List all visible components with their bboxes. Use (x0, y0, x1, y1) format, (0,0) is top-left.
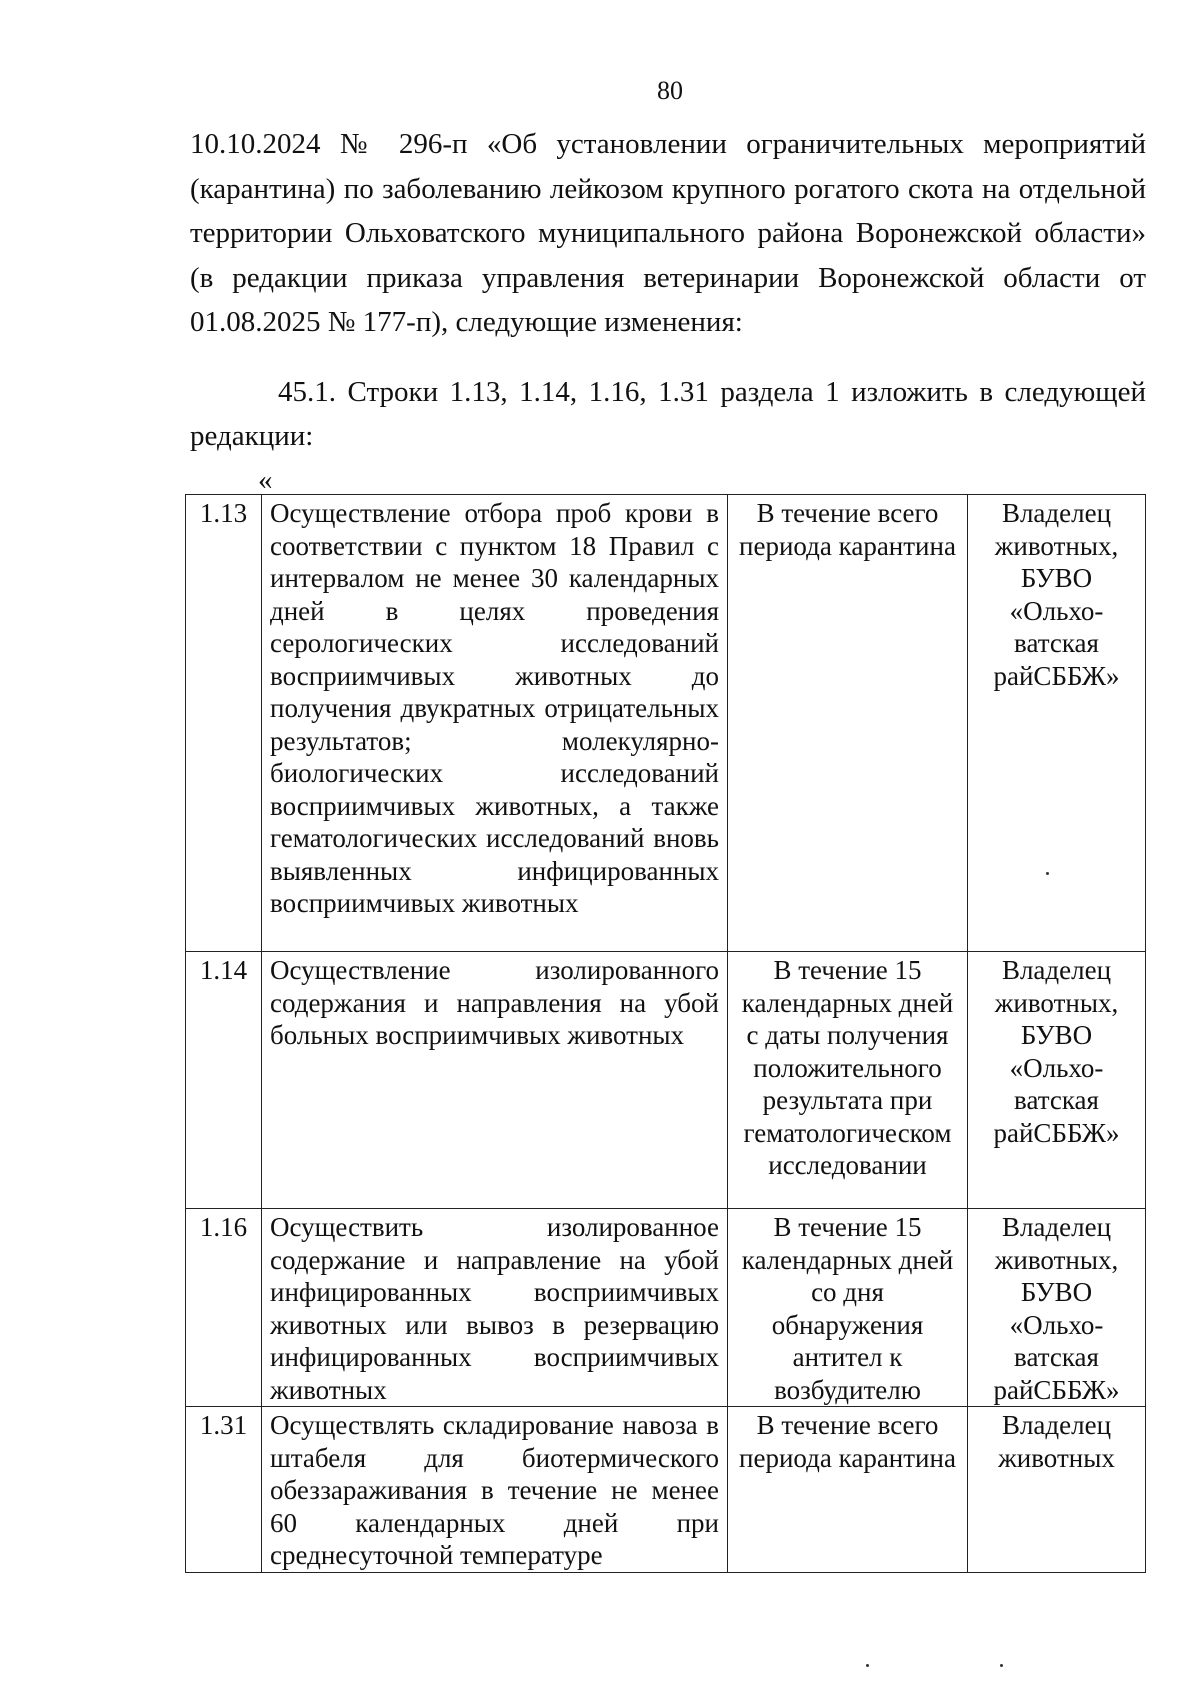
row-responsible: Владелец животных (998, 1410, 1115, 1473)
table-row (186, 1407, 1146, 1573)
clause-45-1: 45.1. Строки 1.13, 1.14, 1.16, 1.31 раздела 1 изложить в следующей редакции: (190, 376, 1146, 452)
row-responsible: Владелец животных, БУВО «Ольхо-ватская райСББЖ» (993, 1212, 1120, 1405)
row-responsible-cell (968, 1407, 1146, 1573)
row-number: 1.31 (186, 1407, 262, 1573)
row-term: В течение 15 календарных дней со дня обнаружения антител к возбудителю (728, 1209, 968, 1407)
row-action: Осуществление отбора проб крови в соответствии с пунктом 18 Правил с интервалом не менее 30 календарных дней в целях проведения серологических исследований восприимчивых животных до получения двукратных отрицательных результатов; молекулярно-биологических исследований восприимчивых животных, а также гематологических исследований вновь выявленных инфицированных восприимчивых животных (262, 495, 728, 952)
table-row (186, 1209, 1146, 1407)
row-responsible-cell (968, 495, 1146, 952)
row-number: 1.16 (186, 1209, 262, 1407)
row-term: В течение всего периода карантина (728, 1407, 968, 1573)
page-number: 80 (657, 76, 683, 105)
row-term: В течение 15 календарных дней с даты получения положительного результата при гематологическом исследовании (728, 952, 968, 1209)
row-action: Осуществлять складирование навоза в штабеля для биотермического обеззараживания в течение не менее 60 календарных дней при среднесуточной температуре (262, 1407, 728, 1573)
row-term: В течение всего периода карантина (728, 495, 968, 952)
intro-paragraph (190, 122, 1146, 345)
scan-speck (1000, 1664, 1003, 1667)
row-responsible: Владелец животных, БУВО «Ольхо-ватская райСББЖ» (993, 498, 1120, 691)
row-responsible-cell (968, 952, 1146, 1209)
scan-speck (866, 1664, 869, 1667)
row-responsible: Владелец животных, БУВО «Ольхо-ватская райСББЖ» (993, 955, 1120, 1148)
row-action: Осуществление изолированного содержания и направления на убой больных восприимчивых животных (262, 952, 728, 1209)
opening-quote-mark: « (258, 464, 273, 496)
table-row (186, 495, 1146, 952)
row-number: 1.13 (186, 495, 262, 952)
row-action: Осуществить изолированное содержание и направление на убой инфицированных восприимчивых животных или вывоз в резервацию инфицированных восприимчивых животных (262, 1209, 728, 1407)
amendment-table (185, 494, 1146, 1573)
scan-speck (1046, 872, 1049, 875)
table-row (186, 952, 1146, 1209)
row-number: 1.14 (186, 952, 262, 1209)
row-responsible-cell (968, 1209, 1146, 1407)
intro-text: 10.10.2024 № 296-п «Об установлении ограничительных мероприятий (карантина) по заболеванию лейкозом крупного рогатого скота на отдельной территории Ольховатского муниципального района Воронежской области» (в редакции приказа управления ветеринарии Воронежской области от 01.08.2025 № 177-п), следующие изменения: (190, 128, 1146, 338)
